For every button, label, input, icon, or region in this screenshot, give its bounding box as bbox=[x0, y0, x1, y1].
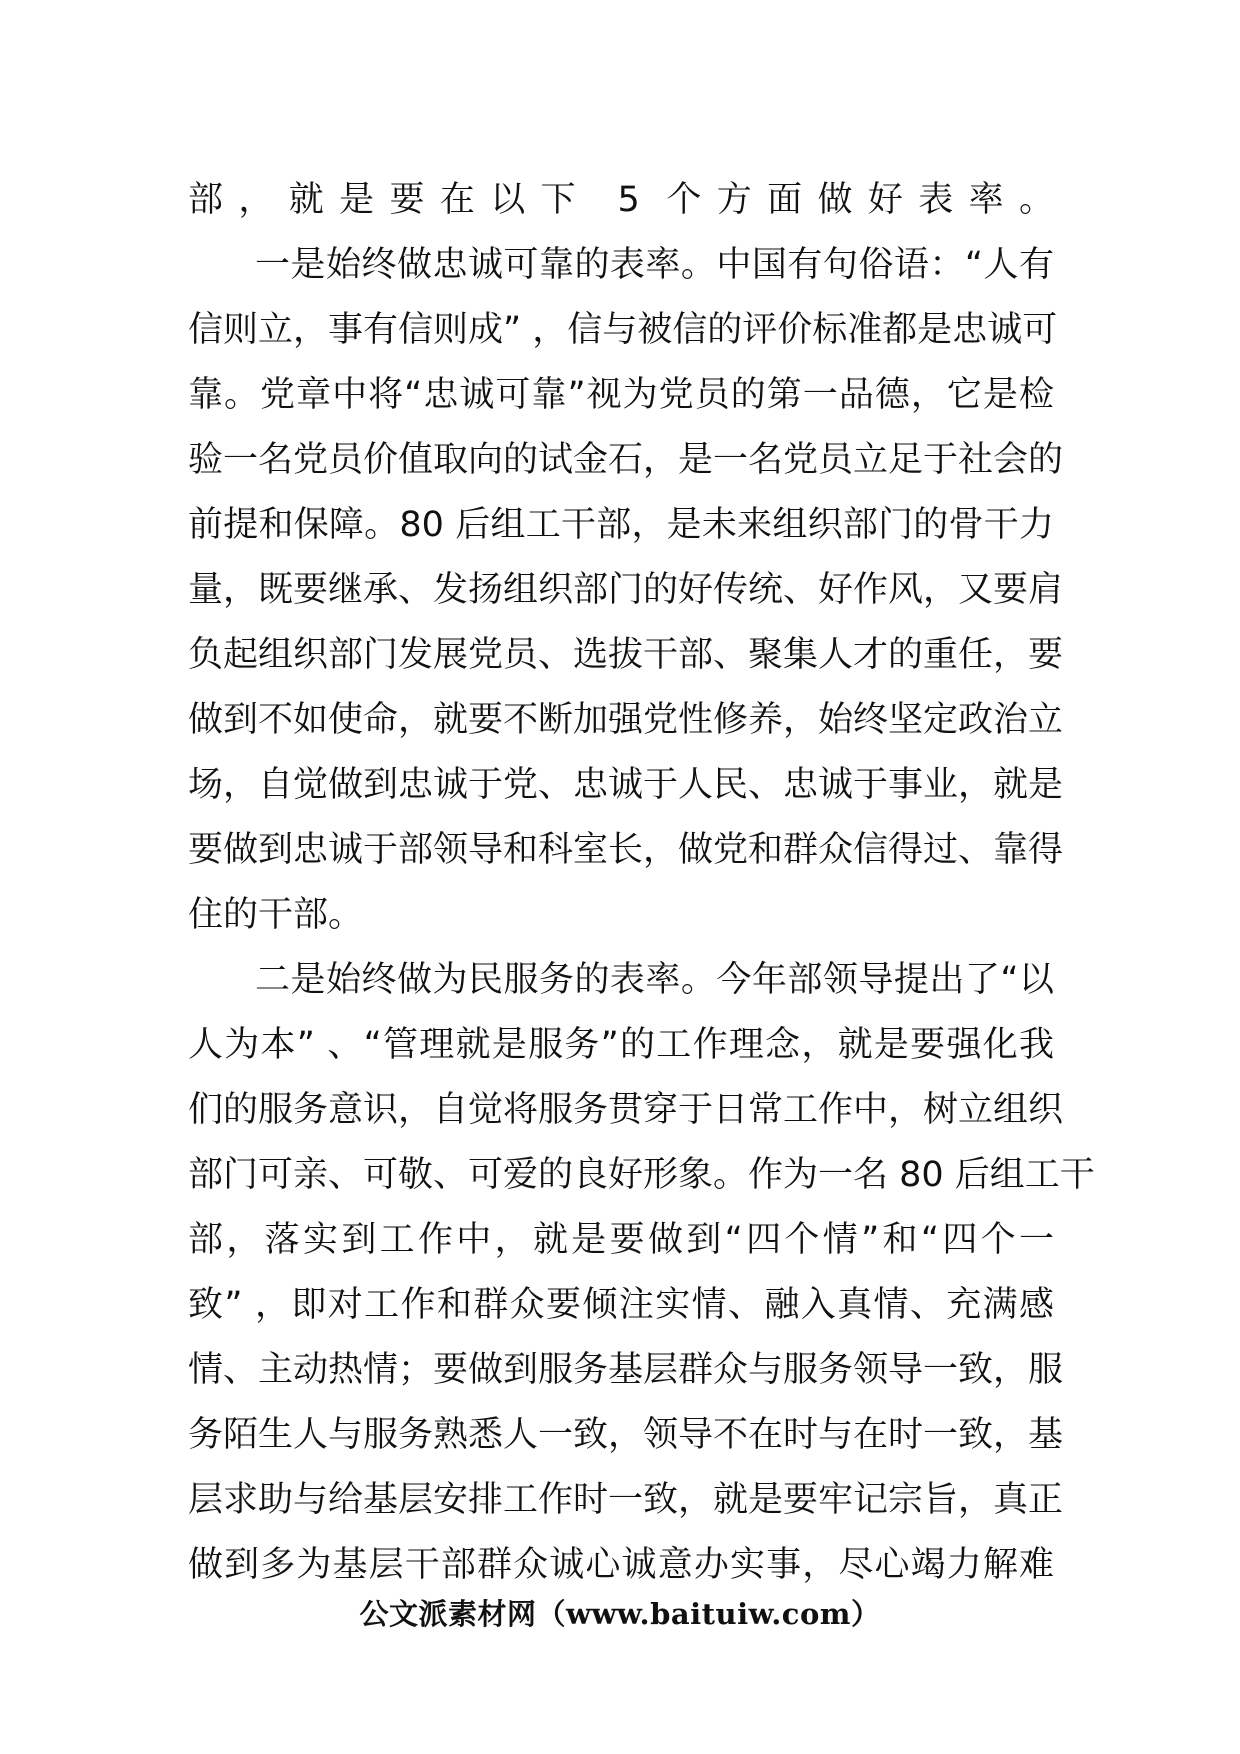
text-line: 做到多为基层干部群众诚心诚意办实事，尽心竭力解难 bbox=[188, 1545, 1054, 1585]
text-line: 住的干部。 bbox=[188, 895, 364, 935]
text-line: 前提和保障。80 后组工干部，是未来组织部门的骨干力 bbox=[188, 505, 1054, 545]
text-line: 场，自觉做到忠诚于党、忠诚于人民、忠诚于事业，就是 bbox=[188, 765, 1064, 805]
text-line: 层求助与给基层安排工作时一致，就是要牢记宗旨，真正 bbox=[188, 1480, 1064, 1520]
text-line: 靠。党章中将“忠诚可靠”视为党员的第一品德，它是检 bbox=[188, 375, 1054, 415]
text-line: 信则立，事有信则成” ，信与被信的评价标准都是忠诚可 bbox=[188, 310, 1058, 350]
text-line: 部，落实到工作中，就是要做到“四个情”和“四个一 bbox=[188, 1220, 1054, 1260]
text-line: 要做到忠诚于部领导和科室长，做党和群众信得过、靠得 bbox=[188, 830, 1064, 870]
footer-watermark: 公文派素材网（www.baituiw.com） bbox=[359, 1597, 881, 1631]
text-line: 负起组织部门发展党员、选拔干部、聚集人才的重任，要 bbox=[188, 635, 1064, 675]
text-line: 部门可亲、可敬、可爱的良好形象。作为一名 80 后组工干 bbox=[188, 1155, 1095, 1195]
text-line: 人为本” 、“管理就是服务”的工作理念，就是要强化我 bbox=[188, 1025, 1054, 1065]
text-line: 情、主动热情；要做到服务基层群众与服务领导一致，服 bbox=[188, 1350, 1064, 1390]
text-line: 部，就是要在以下 5 个方面做好表率。 bbox=[188, 180, 1054, 220]
paragraph-heading-line: 一是始终做忠诚可靠的表率。中国有句俗语：“人有 bbox=[255, 245, 1054, 285]
paragraph-heading-line: 二是始终做为民服务的表率。今年部领导提出了“以 bbox=[255, 960, 1054, 1000]
text-line: 务陌生人与服务熟悉人一致，领导不在时与在时一致，基 bbox=[188, 1415, 1064, 1455]
body-text bbox=[188, 168, 1095, 1598]
text-line: 验一名党员价值取向的试金石，是一名党员立足于社会的 bbox=[188, 440, 1064, 480]
text-line: 致” ，即对工作和群众要倾注实情、融入真情、充满感 bbox=[188, 1285, 1054, 1325]
text-line: 量，既要继承、发扬组织部门的好传统、好作风，又要肩 bbox=[188, 570, 1064, 610]
text-line: 做到不如使命，就要不断加强党性修养，始终坚定政治立 bbox=[188, 700, 1064, 740]
text-line: 们的服务意识，自觉将服务贯穿于日常工作中，树立组织 bbox=[188, 1090, 1064, 1130]
